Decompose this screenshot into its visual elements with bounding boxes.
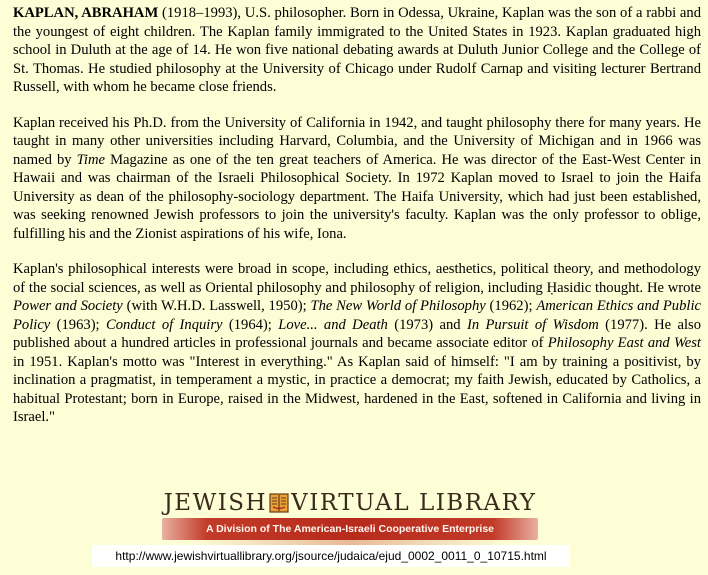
- article-paragraph-3: [13, 260, 701, 427]
- headword: KAPLAN, ABRAHAM: [13, 5, 159, 21]
- tagline-text: A Division of The American-Israeli Cooperative Enterprise: [205, 523, 495, 535]
- paragraph-text: Kaplan received his Ph.D. from the University of California in 1942, and taught philosophy there for many years. He taught in many other universities including Harvard, Columbia, and the University of Michigan and in 1966 was named by: [13, 114, 701, 168]
- paragraph-text: (1918–1993), U.S. philosopher. Born in Odessa, Ukraine, Kaplan was the son of a rabbi and the youngest of eight children. The Kaplan family immigrated to the United States in 1923. Kaplan graduated high school in Duluth at the age of 14. He won five national debating awards at Duluth Junior College and the College of St. Thomas. He studied philosophy at the University of Chicago under Rudolf Carnap and visiting lecturer Bertrand Russell, with whom he became close friends.: [13, 5, 702, 95]
- book-title: Power and Society: [13, 298, 123, 314]
- paragraph-text: (1977). He also published about a hundred articles in professional journals and became associate editor of: [13, 316, 701, 351]
- encyclopedia-article: [13, 4, 701, 427]
- paragraph-text: (1962);: [485, 298, 537, 314]
- paragraph-text: Magazine as one of the ten great teachers of America. He was director of the East-West Center in Hawaii and was chairman of the Israeli Philosophical Society. In 1972 Kaplan moved to Israel to join the Haifa University as dean of the philosophy-sociology department. The Haifa University, which had just been established, was seeking renowned Jewish professors to join the university's faculty. Kaplan was the only professor to oblige, fulfilling his and the Zionist aspirations of his wife, Iona.: [13, 151, 701, 242]
- logo-title: [162, 488, 538, 518]
- source-footer: [0, 488, 708, 575]
- book-icon: [269, 492, 289, 514]
- article-paragraph-1: [13, 4, 701, 97]
- paragraph-text: (1964);: [222, 316, 279, 333]
- paragraph-text: (1973) and: [387, 316, 467, 333]
- journal-title: Philosophy East and West: [547, 335, 701, 351]
- paragraph-text: (1963);: [50, 316, 106, 333]
- book-title: American Ethics and Public Policy: [13, 298, 701, 333]
- logo-word-jewish: JEWISH: [163, 490, 268, 516]
- book-title: Conduct of Inquiry: [106, 316, 223, 333]
- magazine-title: Time: [76, 151, 106, 168]
- book-title: Love... and Death: [278, 316, 388, 333]
- logo-word-virtual-library: VIRTUAL LIBRARY: [291, 490, 537, 516]
- book-title: In Pursuit of Wisdom: [466, 316, 599, 333]
- paragraph-text: in 1951. Kaplan's motto was "Interest in everything." As Kaplan said of himself: "I am by training a positivist, by inclination a pragmatist, in temperament a mystic, in practice a democrat; my faith Jewish, educated by Catholics, a habitual Protestant; born in Europe, raised in the Midwest, hardened in the East, softened in California and living in Israel.": [13, 353, 701, 425]
- paragraph-text: Kaplan's philosophical interests were broad in scope, including ethics, aesthetics, political theory, and methodology of the social sciences, as well as Oriental philosophy and philosophy of religion, including Ḥasidic thought. He wrote: [13, 261, 701, 296]
- tagline-banner: [162, 518, 538, 540]
- paragraph-text: (with W.H.D. Lasswell, 1950);: [122, 298, 311, 314]
- jewish-virtual-library-logo[interactable]: [162, 488, 538, 548]
- article-paragraph-2: [13, 114, 701, 244]
- book-title: The New World of Philosophy: [310, 298, 486, 314]
- source-url[interactable]: http://www.jewishvirtuallibrary.org/jsource/judaica/ejud_0002_0011_0_10715.html: [92, 545, 570, 567]
